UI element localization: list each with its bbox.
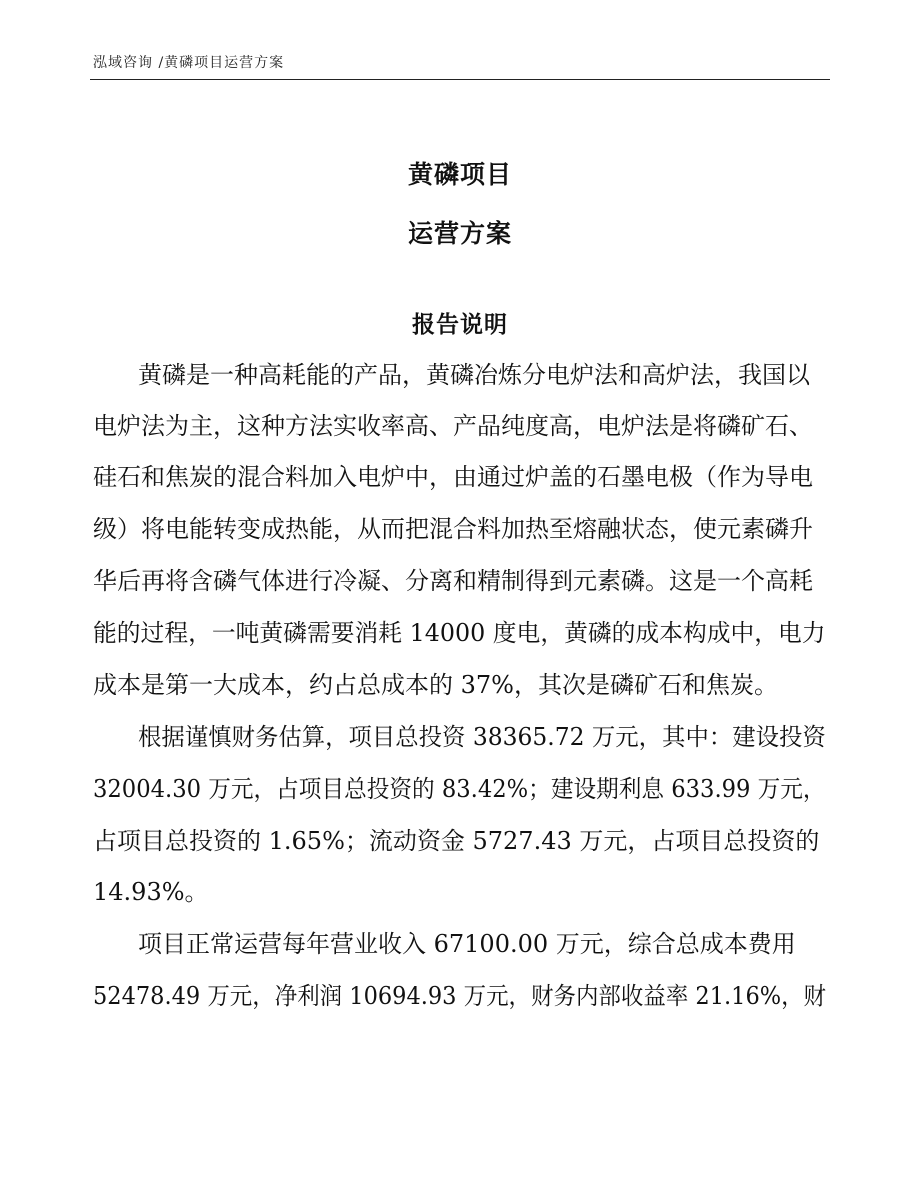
- body-text-line: 黄磷是一种高耗能的产品，黄磷冶炼分电炉法和高炉法，我国以: [138, 361, 810, 389]
- body-text-line: 32004.30 万元，占项目总投资的 83.42%；建设期利息 633.99 万元，: [93, 775, 826, 803]
- body-text-line: 52478.49 万元，净利润 10694.93 万元，财务内部收益率 21.16%，财: [93, 982, 827, 1010]
- body-text-line: 电炉法为主，这种方法实收率高、产品纯度高，电炉法是将磷矿石、: [93, 412, 813, 440]
- page-header: 泓域咨询 /黄磷项目运营方案: [93, 55, 285, 71]
- body-text-line: 硅石和焦炭的混合料加入电炉中，由通过炉盖的石墨电极（作为导电: [93, 463, 813, 491]
- section-heading: 报告说明: [412, 311, 508, 338]
- header-divider: [90, 79, 830, 80]
- body-text-line: 华后再将含磷气体进行冷凝、分离和精制得到元素磷。这是一个高耗: [93, 567, 813, 595]
- document-title-line-2: 运营方案: [407, 219, 512, 248]
- document-title-line-1: 黄磷项目: [407, 160, 512, 189]
- body-text-line: 根据谨慎财务估算，项目总投资 38365.72 万元，其中：建设投资: [138, 723, 826, 751]
- body-text-line: 级）将电能转变成热能，从而把混合料加热至熔融状态，使元素磷升: [93, 515, 813, 543]
- body-text-line: 能的过程，一吨黄磷需要消耗 14000 度电，黄磷的成本构成中，电力: [93, 619, 826, 647]
- body-text-line: 14.93%。: [93, 878, 209, 906]
- body-text-line: 成本是第一大成本，约占总成本的 37%，其次是磷矿石和焦炭。: [93, 671, 778, 699]
- body-text-line: 项目正常运营每年营业收入 67100.00 万元，综合总成本费用: [138, 930, 796, 958]
- body-text-line: 占项目总投资的 1.65%；流动资金 5727.43 万元，占项目总投资的: [93, 827, 820, 855]
